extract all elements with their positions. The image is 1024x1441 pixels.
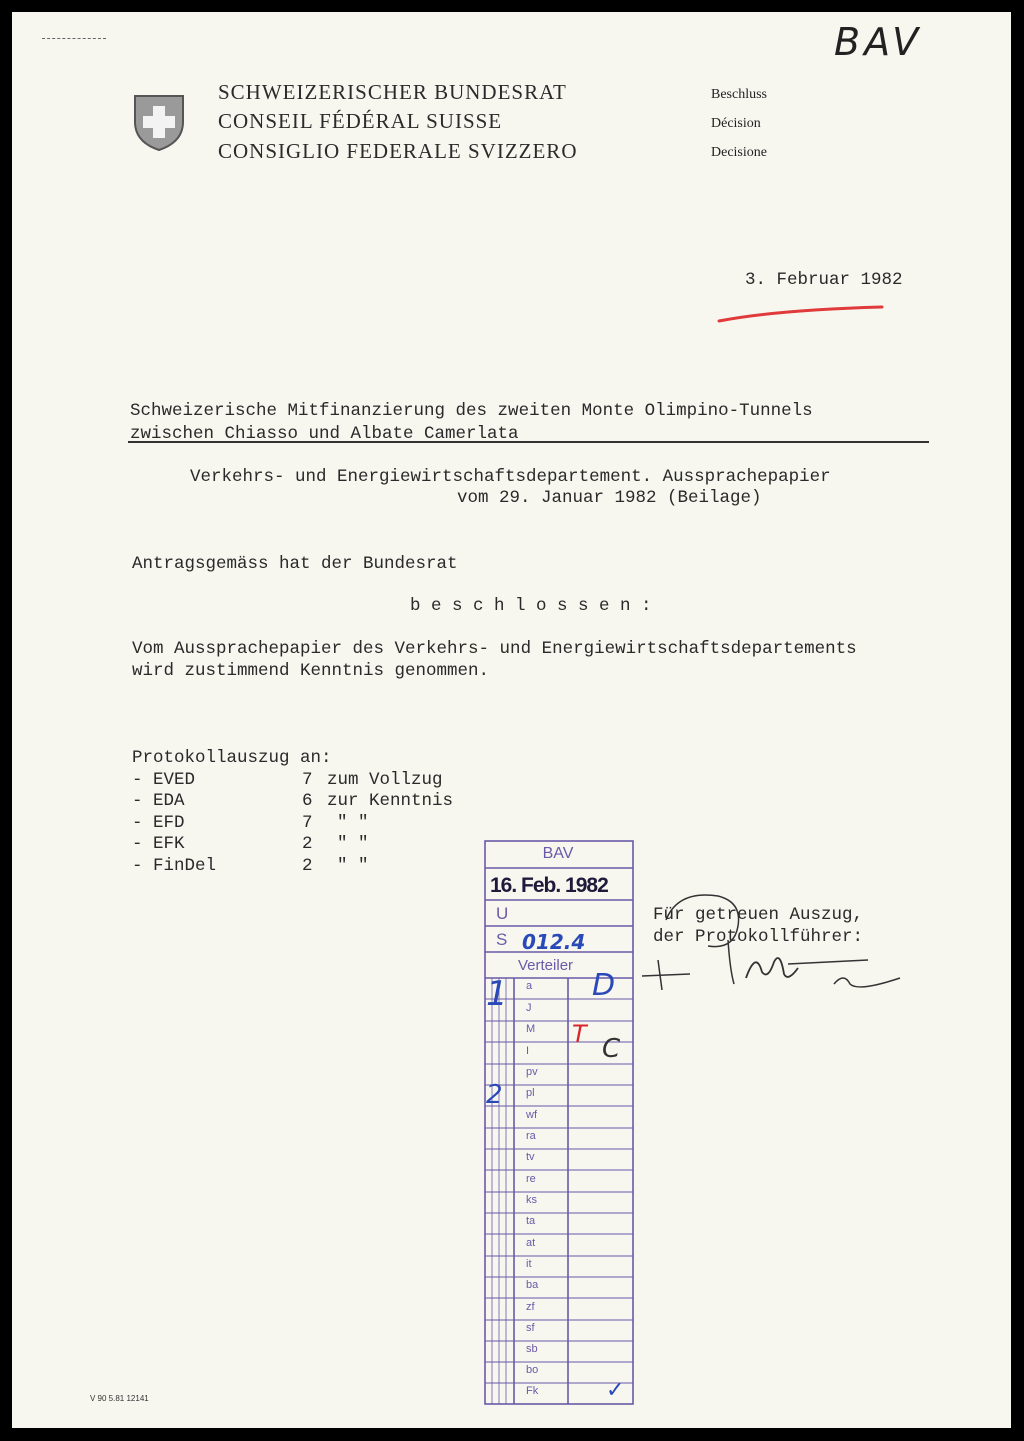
header-line-it: CONSIGLIO FEDERALE SVIZZERO [218,139,578,163]
certification-line-1: Für getreuen Auszug, [653,905,864,925]
stamp-header: BAV [542,845,574,862]
decision-text-line-1: Vom Aussprachepapier des Verkehrs- und Energiewirtschaftsdepartements [132,639,857,659]
stamp-mark-left-a: 1 [486,974,508,1014]
distribution-purpose: zum Vollzug [327,770,443,790]
stamp-code: pv [526,1066,538,1078]
label-decisione: Decisione [711,145,767,160]
distribution-count: 2 [302,856,313,876]
stamp-code: sb [526,1343,538,1355]
distribution-count: 6 [302,791,313,811]
reference-line-2: vom 29. Januar 1982 (Beilage) [457,488,762,508]
decided-heading: b e s c h l o s s e n : [410,596,652,616]
stamp-code: it [526,1258,532,1270]
stamp-code: tv [526,1151,535,1163]
stamp-code: M [526,1023,536,1035]
distribution-stamp [484,840,636,1406]
distribution-count: 7 [302,813,313,833]
stamp-verteiler-label: Verteiler [518,957,574,974]
subject-underline [128,441,929,443]
document-date: 3. Februar 1982 [745,270,903,290]
distribution-dept: - EFK [132,834,185,854]
stamp-code: wf [526,1109,537,1121]
subject-line-1: Schweizerische Mitfinanzierung des zweiten Monte Olimpino-Tunnels [130,401,813,421]
label-decision: Décision [711,116,761,131]
stamp-s-number: 012.4 [522,930,586,954]
handwritten-signature [638,880,908,995]
reference-line-1: Verkehrs- und Energiewirtschaftsdepartement. Aussprachepapier [190,467,831,487]
distribution-purpose: " " [337,834,369,854]
intro-text: Antragsgemäss hat der Bundesrat [132,554,458,574]
red-underline-mark [716,304,886,329]
distribution-purpose: " " [337,813,369,833]
stamp-mark-left-pl: 2 [486,1080,503,1110]
header-line-fr: CONSEIL FÉDÉRAL SUISSE [218,109,503,133]
swiss-coat-of-arms-icon [131,92,187,152]
stamp-mark-right-i: C [602,1034,621,1064]
distribution-purpose: zur Kenntnis [327,791,454,811]
document-page [12,12,1011,1428]
stamp-code: ra [526,1130,536,1142]
header-line-de: SCHWEIZERISCHER BUNDESRAT [218,80,567,104]
stamp-code: Fk [526,1385,539,1397]
distribution-count: 2 [302,834,313,854]
stamp-code: a [526,980,533,992]
stamp-row-s: S [496,930,508,949]
distribution-title: Protokollauszug an: [132,748,332,768]
stamp-mark-right-fk: ✓ [606,1378,625,1403]
distribution-count: 7 [302,770,313,790]
stamp-code: re [526,1173,536,1185]
scan-mark [42,38,106,40]
certification-line-2: der Protokollführer: [653,927,864,947]
stamp-code: ba [526,1279,539,1291]
stamp-code: ta [526,1215,536,1227]
footer-form-code: V 90 5.81 12141 [90,1394,149,1403]
distribution-dept: - EVED [132,770,196,790]
distribution-dept: - EFD [132,813,185,833]
stamp-code: ks [526,1194,537,1206]
stamp-code: bo [526,1364,539,1376]
stamp-code: at [526,1237,536,1249]
stamp-code: I [526,1045,530,1057]
stamp-code: pl [526,1087,535,1099]
stamp-code: sf [526,1322,535,1334]
handwritten-bav-tag: BAV [834,20,923,64]
distribution-purpose: " " [337,856,369,876]
distribution-dept: - FinDel [132,856,217,876]
decision-text-line-2: wird zustimmend Kenntnis genommen. [132,661,490,681]
stamp-row-u: U [496,904,509,923]
distribution-dept: - EDA [132,791,185,811]
subject-line-2: zwischen Chiasso und Albate Camerlata [130,424,519,444]
stamp-code: J [526,1002,532,1014]
label-beschluss: Beschluss [711,87,767,102]
stamp-date: 16. Feb. 1982 [490,874,608,897]
stamp-code: zf [526,1301,535,1313]
stamp-mark-right-m: T [572,1020,587,1048]
stamp-mark-right-a: D [592,968,616,1003]
